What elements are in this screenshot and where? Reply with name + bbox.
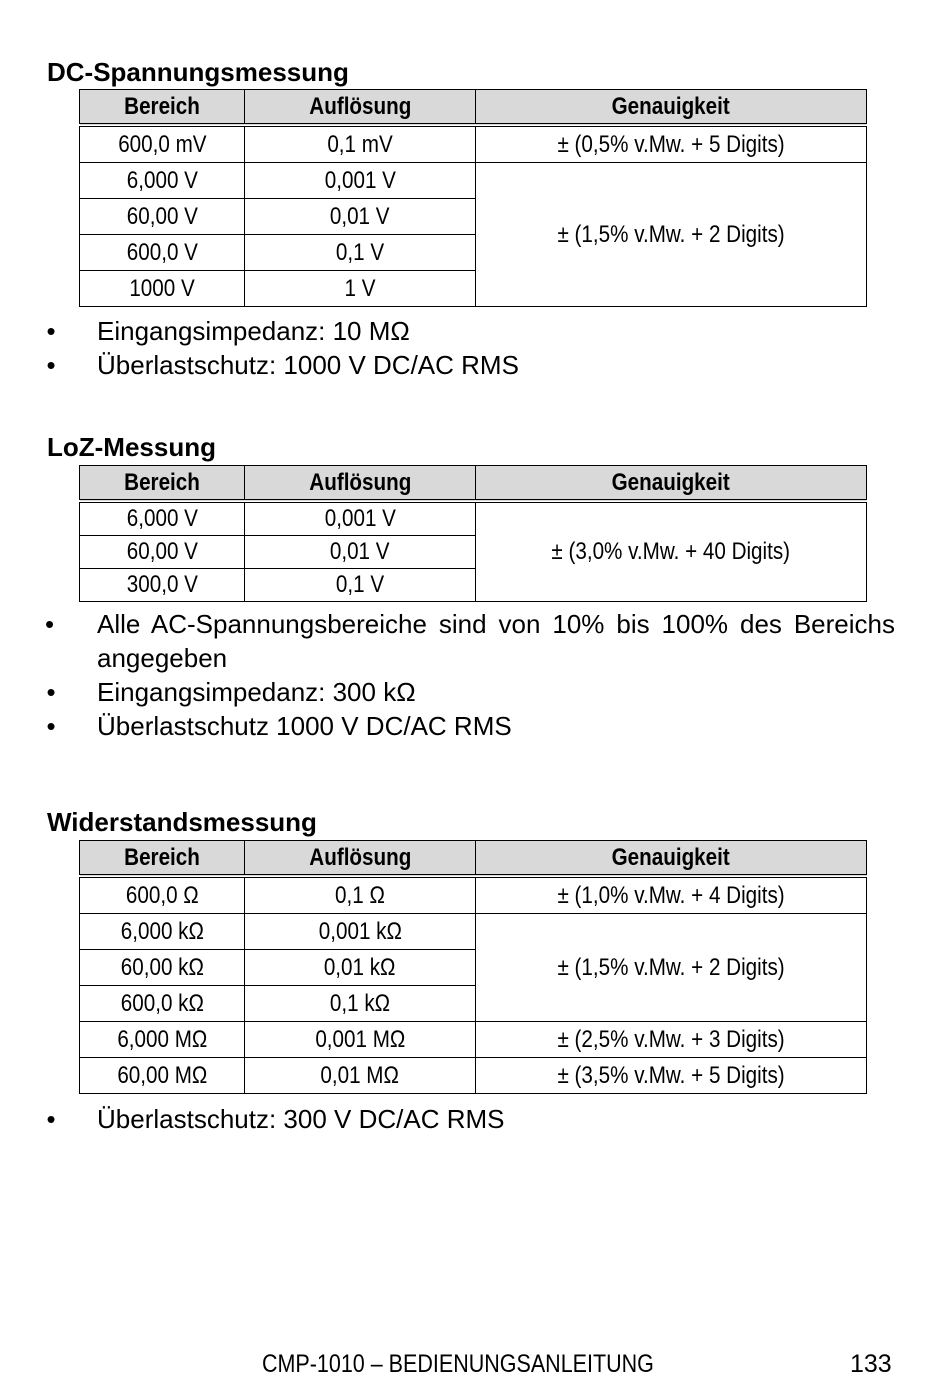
range-cell: 600,0 mV (80, 125, 245, 163)
resolution-cell: 0,001 MΩ (245, 1022, 476, 1058)
table-row (80, 914, 867, 950)
list-item: • Alle AC-Spannungsbereiche sind von 10% bis 100% des Bereichs angegeben (45, 609, 895, 673)
table-row (80, 876, 867, 914)
range-cell: 600,0 V (80, 235, 245, 271)
bullet-icon: • (46, 350, 56, 380)
header-resolution: Auflösung (245, 841, 476, 877)
range-cell: 6,000 MΩ (80, 1022, 245, 1058)
footer-title: CMP-1010 – BEDIENUNGSANLEITUNG (262, 1350, 654, 1378)
header-accuracy: Genauigkeit (476, 90, 867, 126)
resolution-cell: 0,1 mV (245, 125, 476, 163)
bullet-icon: • (45, 609, 55, 639)
resolution-cell: 0,01 V (245, 199, 476, 235)
table-row (80, 1022, 867, 1058)
section-title: Widerstandsmessung (47, 807, 317, 837)
resolution-cell: 0,001 V (245, 163, 476, 199)
resolution-cell: 0,01 kΩ (245, 950, 476, 986)
range-cell: 6,000 V (80, 501, 245, 536)
notes-list (0, 607, 950, 743)
bullet-icon: • (46, 711, 56, 741)
range-cell: 60,00 V (80, 536, 245, 569)
accuracy-cell: ± (1,5% v.Mw. + 2 Digits) (476, 914, 867, 1022)
accuracy-cell: ± (3,5% v.Mw. + 5 Digits) (476, 1058, 867, 1094)
resolution-cell: 0,1 V (245, 235, 476, 271)
resolution-cell: 0,001 kΩ (245, 914, 476, 950)
list-item: • Überlastschutz: 1000 V DC/AC RMS (46, 350, 519, 380)
range-cell: 60,00 V (80, 199, 245, 235)
table-header-row (80, 90, 867, 126)
list-item: • Überlastschutz 1000 V DC/AC RMS (46, 711, 512, 741)
range-cell: 600,0 Ω (80, 876, 245, 914)
accuracy-cell: ± (1,0% v.Mw. + 4 Digits) (476, 876, 867, 914)
table-row (80, 163, 867, 199)
resolution-cell: 0,001 V (245, 501, 476, 536)
table-row (80, 125, 867, 163)
table-header-row (80, 466, 867, 502)
header-accuracy: Genauigkeit (476, 841, 867, 877)
resolution-cell: 0,1 Ω (245, 876, 476, 914)
page-number: 133 (850, 1350, 892, 1378)
section-title: DC-Spannungsmessung (47, 57, 349, 87)
accuracy-cell: ± (0,5% v.Mw. + 5 Digits) (476, 125, 867, 163)
bullet-icon: • (46, 1104, 56, 1134)
bullet-icon: • (46, 677, 56, 707)
range-cell: 1000 V (80, 271, 245, 307)
page-footer (0, 1350, 950, 1384)
range-cell: 6,000 V (80, 163, 245, 199)
header-accuracy: Genauigkeit (476, 466, 867, 502)
notes-list (0, 314, 950, 382)
list-item: • Eingangsimpedanz: 10 MΩ (46, 316, 410, 346)
spec-table (79, 465, 867, 602)
header-range: Bereich (80, 90, 245, 126)
table-row (80, 501, 867, 536)
range-cell: 600,0 kΩ (80, 986, 245, 1022)
accuracy-cell: ± (2,5% v.Mw. + 3 Digits) (476, 1022, 867, 1058)
resolution-cell: 0,01 MΩ (245, 1058, 476, 1094)
header-resolution: Auflösung (245, 466, 476, 502)
resolution-cell: 1 V (245, 271, 476, 307)
range-cell: 300,0 V (80, 569, 245, 602)
section-title: LoZ-Messung (47, 432, 216, 462)
range-cell: 6,000 kΩ (80, 914, 245, 950)
range-cell: 60,00 MΩ (80, 1058, 245, 1094)
accuracy-cell: ± (3,0% v.Mw. + 40 Digits) (476, 501, 867, 602)
range-cell: 60,00 kΩ (80, 950, 245, 986)
spec-table (79, 89, 867, 307)
resolution-cell: 0,01 V (245, 536, 476, 569)
table-row (80, 1058, 867, 1094)
bullet-icon: • (46, 316, 56, 346)
resolution-cell: 0,1 V (245, 569, 476, 602)
list-item: • Überlastschutz: 300 V DC/AC RMS (46, 1104, 505, 1134)
header-resolution: Auflösung (245, 90, 476, 126)
header-range: Bereich (80, 466, 245, 502)
accuracy-cell: ± (1,5% v.Mw. + 2 Digits) (476, 163, 867, 307)
resolution-cell: 0,1 kΩ (245, 986, 476, 1022)
header-range: Bereich (80, 841, 245, 877)
table-header-row (80, 841, 867, 877)
notes-list (0, 1102, 950, 1136)
spec-table (79, 840, 867, 1094)
list-item: • Eingangsimpedanz: 300 kΩ (46, 677, 416, 707)
